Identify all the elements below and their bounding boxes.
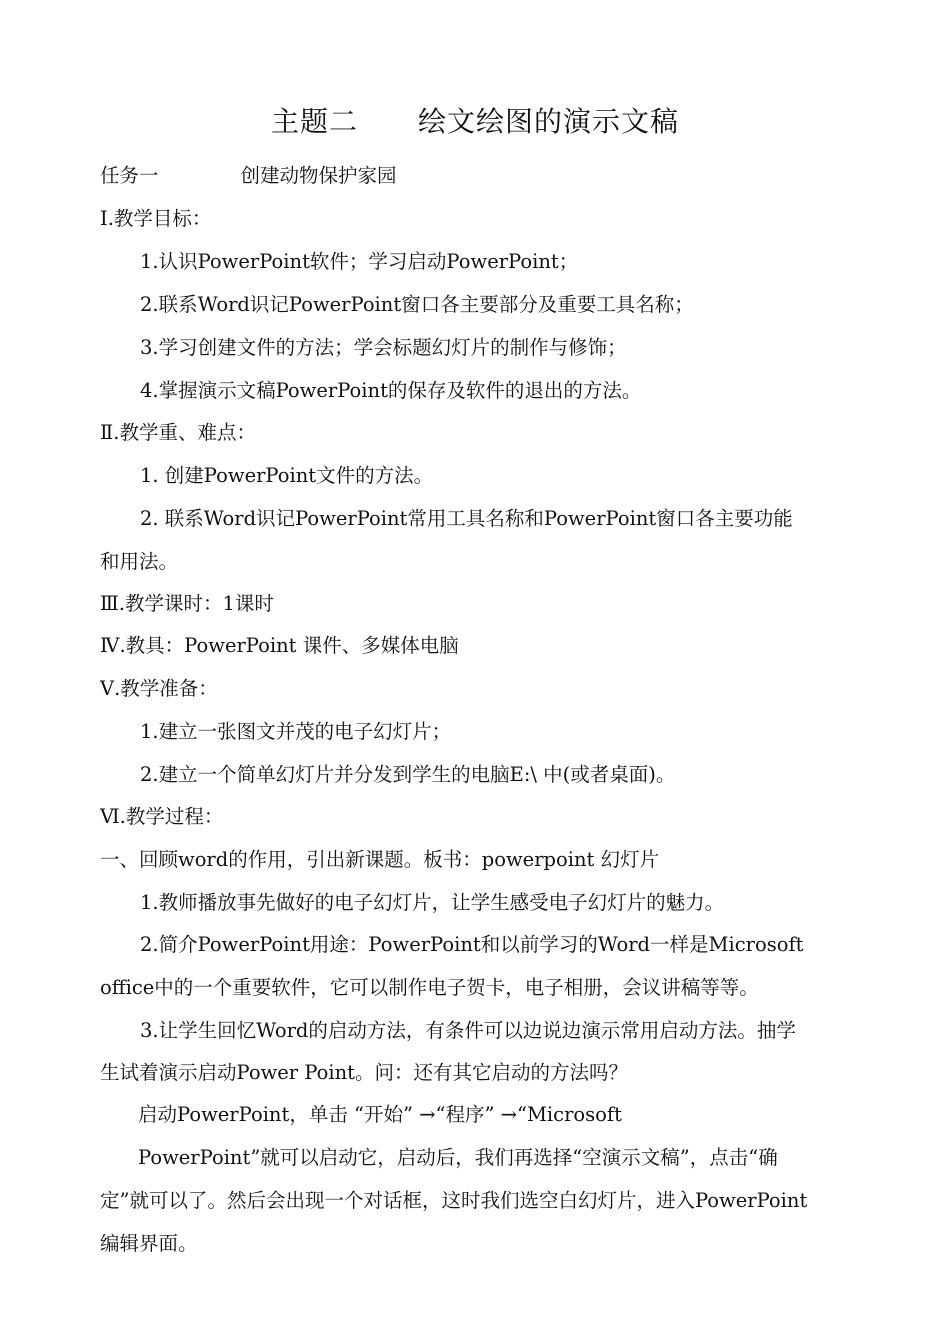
step-paragraph-continued: 编辑界面。 bbox=[100, 1232, 198, 1255]
title-main: 主题二 bbox=[270, 105, 358, 138]
step-paragraph-continued: office中的一个重要软件，它可以制作电子贺卡，电子相册，会议讲稿等等。 bbox=[100, 976, 759, 999]
section-heading-key-points: Ⅱ.教学重、难点： bbox=[100, 421, 256, 444]
preparation-item: 2.建立一个简单幻灯片并分发到学生的电脑E:\ 中(或者桌面)。 bbox=[140, 763, 676, 786]
page-title bbox=[0, 100, 950, 140]
task-line bbox=[100, 161, 870, 191]
section-heading-objectives: Ⅰ.教学目标： bbox=[100, 207, 212, 230]
step-heading: 一、回顾word的作用，引出新课题。板书：powerpoint 幻灯片 bbox=[100, 848, 660, 871]
section-heading-preparation: Ⅴ.教学准备： bbox=[100, 677, 218, 700]
step-paragraph: 1.教师播放事先做好的电子幻灯片，让学生感受电子幻灯片的魅力。 bbox=[140, 891, 725, 914]
objective-item: 1.认识PowerPoint软件；学习启动PowerPoint； bbox=[140, 250, 579, 273]
preparation-item: 1.建立一张图文并茂的电子幻灯片； bbox=[140, 720, 452, 743]
task-label: 任务一 bbox=[100, 164, 159, 187]
step-paragraph: 启动PowerPoint，单击 “开始” →“程序” →“Microsoft bbox=[138, 1103, 622, 1126]
step-paragraph: 2.简介PowerPoint用途：PowerPoint和以前学习的Word一样是Microsoft bbox=[140, 933, 804, 956]
objective-item: 2.联系Word识记PowerPoint窗口各主要部分及重要工具名称； bbox=[140, 293, 694, 316]
task-name: 创建动物保护家园 bbox=[240, 164, 397, 187]
step-paragraph-continued: PowerPoint”就可以启动它，启动后，我们再选择“空演示文稿”，点击“确 bbox=[138, 1146, 778, 1169]
step-paragraph: 3.让学生回忆Word的启动方法，有条件可以边说边演示常用启动方法。抽学 bbox=[140, 1019, 796, 1042]
objective-item: 4.掌握演示文稿PowerPoint的保存及软件的退出的方法。 bbox=[140, 379, 642, 402]
section-teaching-aids: Ⅳ.教具：PowerPoint 课件、多媒体电脑 bbox=[100, 634, 459, 657]
title-sub: 绘文绘图的演示文稿 bbox=[418, 105, 680, 138]
step-paragraph-continued: 定”就可以了。然后会出现一个对话框，这时我们选空白幻灯片，进入PowerPoint bbox=[100, 1189, 808, 1212]
objective-item: 3.学习创建文件的方法；学会标题幻灯片的制作与修饰； bbox=[140, 336, 627, 359]
key-point-item: 2. 联系Word识记PowerPoint常用工具名称和PowerPoint窗口各主要功能 bbox=[140, 507, 793, 530]
key-point-item-continued: 和用法。 bbox=[100, 550, 179, 573]
section-heading-process: Ⅵ.教学过程： bbox=[100, 805, 224, 828]
section-class-hours: Ⅲ.教学课时：1课时 bbox=[100, 592, 274, 615]
key-point-item: 1. 创建PowerPoint文件的方法。 bbox=[140, 464, 434, 487]
step-paragraph-continued: 生试着演示启动Power Point。问：还有其它启动的方法吗？ bbox=[100, 1061, 629, 1084]
